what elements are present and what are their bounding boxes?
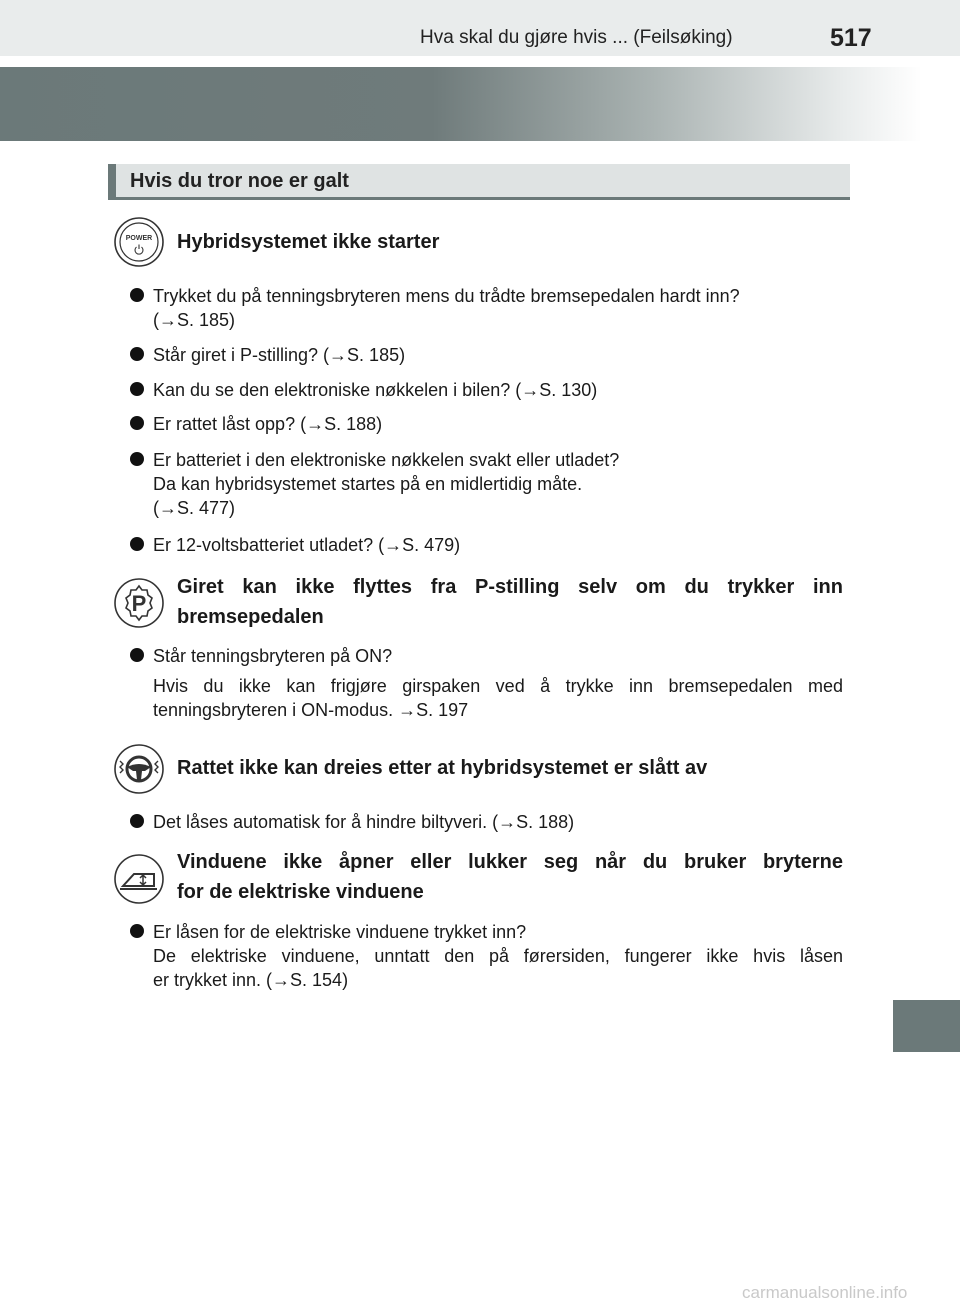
topic-1-item-1 (153, 284, 843, 332)
bullet (130, 648, 144, 662)
heading-line: Vinduene ikke åpner eller lukker seg når du bruker bryterne (177, 851, 843, 873)
line: (→S. 477) (153, 498, 236, 518)
line: Da kan hybridsystemet startes på en midlertidig måte. (153, 474, 583, 494)
topic-2-note (153, 674, 843, 722)
bullet (130, 814, 144, 828)
bullet (130, 347, 144, 361)
line: De elektriske vinduene, unntatt den på førersiden, fungerer ikke hvis låsen (153, 946, 843, 966)
topic-1-heading: Hybridsystemet ikke starter (177, 231, 440, 253)
bullet (130, 537, 144, 551)
page-number: 517 (830, 24, 872, 52)
topic-3-item-1: Det låses automatisk for å hindre biltyveri. (→S. 188) (153, 812, 575, 832)
power-button-icon (113, 216, 165, 268)
topic-1-item-3: Kan du se den elektroniske nøkkelen i bilen? (→S. 130) (153, 380, 598, 400)
chapter-side-tab (893, 1000, 960, 1052)
topic-1-item-5 (153, 448, 843, 520)
line: tenningsbryteren i ON-modus. →S. 197 (153, 700, 469, 720)
topic-1-item-2: Står giret i P-stilling? (→S. 185) (153, 345, 406, 365)
topic-2-heading (177, 572, 843, 632)
topic-4-item-1 (153, 920, 843, 992)
gear-label: P (131, 591, 147, 616)
power-window-icon (113, 853, 165, 905)
bullet (130, 416, 144, 430)
topic-1-item-6: Er 12-voltsbatteriet utladet? (→S. 479) (153, 535, 461, 555)
heading-line: Giret kan ikke flyttes fra P-stilling selv om du trykker inn (177, 576, 843, 598)
section-header (108, 164, 850, 200)
bullet (130, 924, 144, 938)
line: Er batteriet i den elektroniske nøkkelen svakt eller utladet? (153, 450, 620, 470)
section-title: Hvis du tror noe er galt (130, 170, 349, 192)
topic-1-item-4: Er rattet låst opp? (→S. 188) (153, 414, 383, 434)
power-label: POWER (125, 235, 153, 242)
line: Trykket du på tenningsbryteren mens du trådte bremsepedalen hardt inn? (153, 286, 740, 306)
line: Hvis du ikke kan frigjøre girspaken ved å trykke inn bremsepedalen med (153, 676, 843, 696)
watermark: carmanualsonline.info (742, 1283, 908, 1302)
topic-2-item-1: Står tenningsbryteren på ON? (153, 646, 393, 666)
gear-p-icon (113, 577, 165, 629)
header-gradient-band (0, 67, 960, 141)
topic-3-heading: Rattet ikke kan dreies etter at hybridsystemet er slått av (177, 757, 708, 779)
line: Er låsen for de elektriske vinduene trykket inn? (153, 922, 527, 942)
topic-4-heading (177, 847, 843, 907)
bullet (130, 452, 144, 466)
bullet (130, 382, 144, 396)
chapter-title: Hva skal du gjøre hvis ... (Feilsøking) (420, 27, 733, 48)
line: er trykket inn. (→S. 154) (153, 970, 349, 990)
bullet (130, 288, 144, 302)
heading-line: for de elektriske vinduene (177, 881, 424, 903)
line: (→S. 185) (153, 310, 236, 330)
heading-line: bremsepedalen (177, 606, 324, 628)
steering-wheel-lock-icon (113, 743, 165, 795)
